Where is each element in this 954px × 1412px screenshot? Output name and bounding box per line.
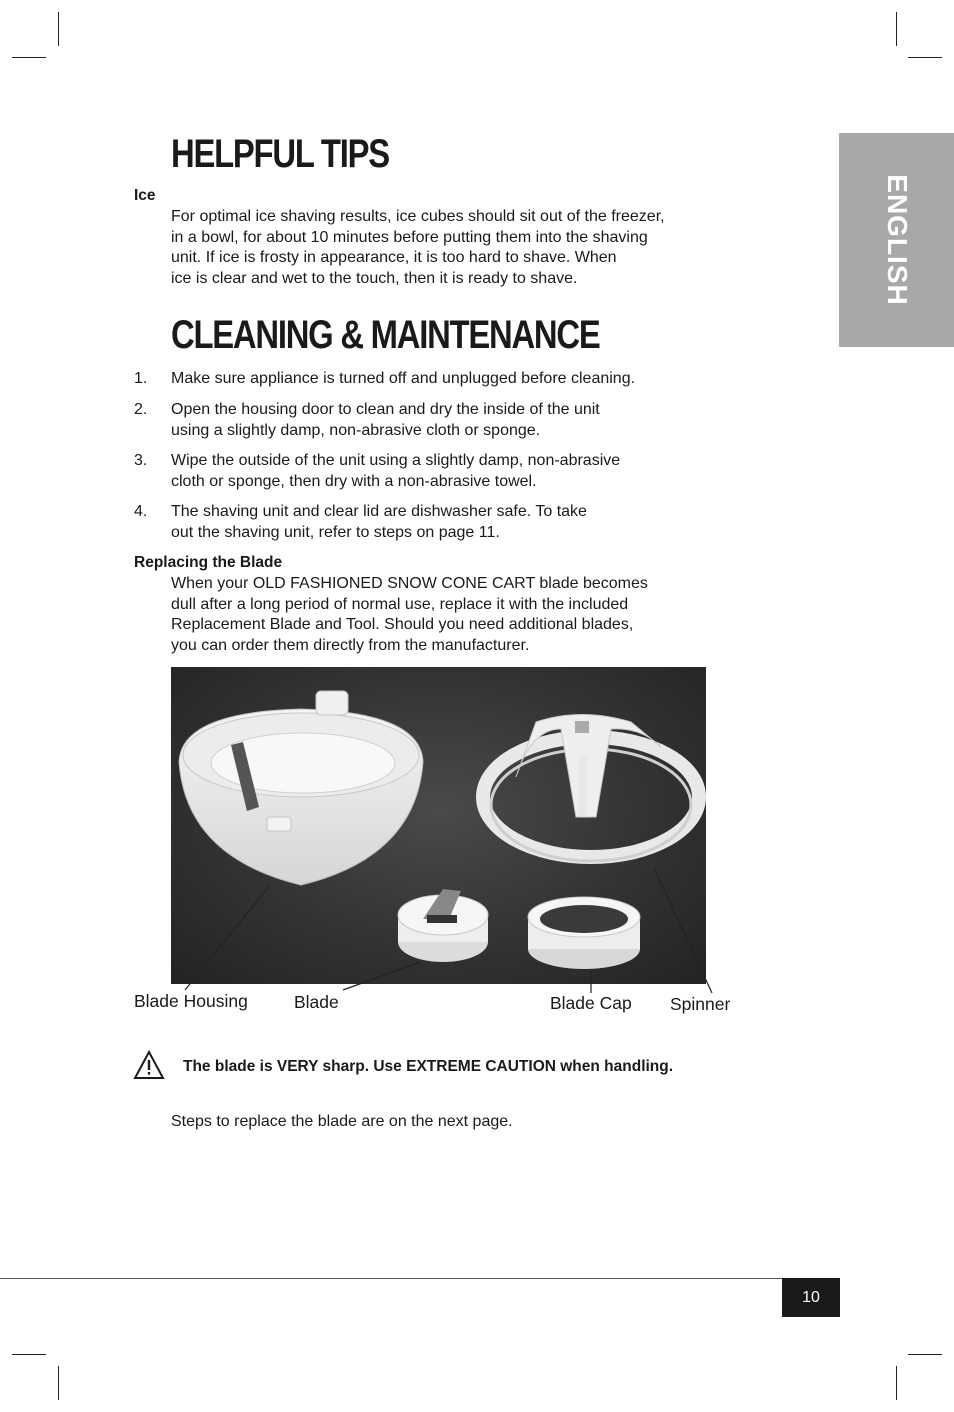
cleaning-title: CLEANING & MAINTENANCE bbox=[171, 313, 600, 357]
blade-label: Blade bbox=[294, 992, 339, 1012]
blade-housing-label: Blade Housing bbox=[134, 991, 248, 1011]
ice-heading: Ice bbox=[134, 187, 156, 204]
next-steps-note: Steps to replace the blade are on the next page. bbox=[171, 1113, 513, 1130]
spinner-label: Spinner bbox=[670, 994, 731, 1014]
warning-triangle-icon bbox=[133, 1050, 165, 1080]
helpful-tips-title: HELPFUL TIPS bbox=[171, 132, 389, 176]
step-text: Open the housing door to clean and dry the inside of the unit using a slightly damp, non-abrasive cloth or sponge. bbox=[171, 401, 600, 439]
step-text: The shaving unit and clear lid are dishwasher safe. To take out the shaving unit, refer to steps on page 11. bbox=[171, 503, 587, 541]
caution-text: The blade is VERY sharp. Use EXTREME CAUTION when handling. bbox=[183, 1058, 674, 1075]
page-number: 10 bbox=[782, 1278, 840, 1317]
step-number: 3. bbox=[134, 452, 148, 469]
step-number: 2. bbox=[134, 401, 148, 418]
step-text: Make sure appliance is turned off and unplugged before cleaning. bbox=[171, 370, 636, 387]
footer-rule bbox=[0, 1278, 782, 1279]
replacing-blade-paragraph: When your OLD FASHIONED SNOW CONE CART blade becomes dull after a long period of normal use, replace it with the included Replacement Blade and Tool. Should you need additional blades, you can order them directly from the manufacturer. bbox=[171, 575, 648, 654]
ice-paragraph: For optimal ice shaving results, ice cubes should sit out of the freezer, in a bowl, for about 10 minutes before putting them into the shaving unit. If ice is frosty in appearance, it is too hard to shave. When ice is clear and wet to the touch, then it is ready to shave. bbox=[171, 208, 665, 287]
step-number: 4. bbox=[134, 503, 148, 520]
step-number: 1. bbox=[134, 370, 148, 387]
blade-cap-label: Blade Cap bbox=[550, 993, 632, 1013]
replacing-blade-heading: Replacing the Blade bbox=[134, 554, 283, 571]
language-tab-label: ENGLISH bbox=[881, 174, 913, 306]
step-text: Wipe the outside of the unit using a slightly damp, non-abrasive cloth or sponge, then dry with a non-abrasive towel. bbox=[171, 452, 621, 490]
